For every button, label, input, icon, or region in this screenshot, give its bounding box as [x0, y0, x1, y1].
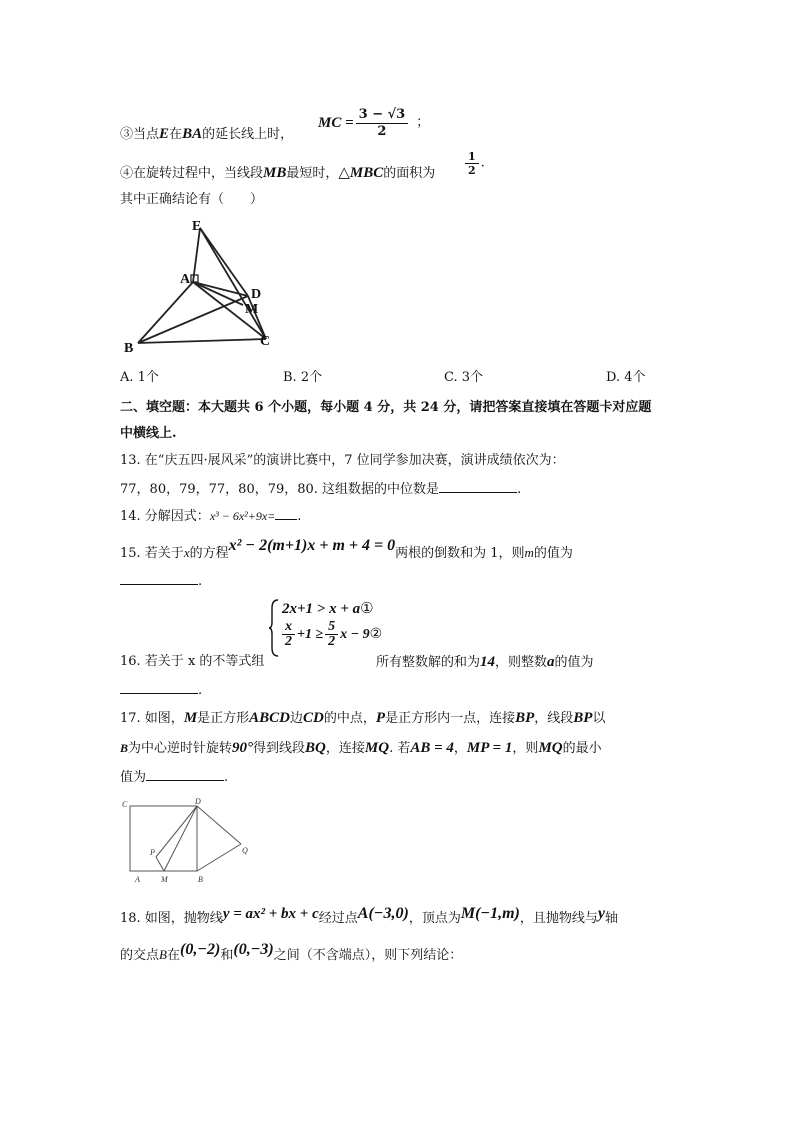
q18-line1: 18. 如图，抛物线y = ax² + bx + c经过点A(−3,0)，顶点为M(−1,m)，且抛物线与y轴: [120, 905, 619, 926]
choice-d[interactable]: D. 4个: [606, 370, 646, 385]
q16-prefix: 16. 若关于 x 的不等式组: [120, 654, 265, 669]
q17-line3: 值为 .: [120, 766, 228, 788]
square-figure: [118, 796, 258, 888]
brace-icon: [268, 598, 280, 658]
segment-qb: [197, 844, 241, 871]
segment-bc: [138, 339, 266, 343]
choice-a[interactable]: A. 1个: [120, 370, 159, 385]
statement-3-formula: MC = $\frac{3 - √3}{2}$ ；: [318, 106, 430, 139]
answer-blank[interactable]: [146, 766, 224, 781]
label-c: C: [122, 800, 128, 809]
inequality-system: 2x+1 > x + a① $\frac{x}{2}$ +1 ≥ $\frac{5}{2}$ x − 9 ②: [268, 598, 408, 658]
segment-dm: [164, 806, 197, 871]
answer-blank[interactable]: [275, 505, 297, 520]
q17-line1: 17. 如图，M是正方形ABCD边CD的中点，P是正方形内一点，连接BP，线段BP以: [120, 710, 606, 726]
label-m: M: [161, 875, 168, 884]
q16-line2: .: [120, 679, 202, 701]
section-heading-line1: 二、填空题：本大题共 6 个小题，每小题 4 分，共 24 分，请把答案直接填在答题卡对应题: [120, 400, 652, 415]
fraction: $\frac{3 - √3}{2}$: [356, 107, 409, 140]
choice-c[interactable]: C. 3个: [444, 370, 484, 385]
choice-b[interactable]: B. 2个: [283, 370, 323, 385]
segment-ba: [138, 282, 193, 343]
segment-ec: [200, 228, 266, 339]
label-p: P: [150, 848, 155, 857]
segment-ea: [193, 228, 200, 282]
statement-3: ③当点E在BA的延长线上时，: [120, 126, 294, 142]
q15-line1: 15. 若关于x的方程x² − 2(m+1)x + m + 4 = 0两根的倒数和为 1，则m的值为: [120, 537, 573, 561]
q13-line2: 77，80，79，77，80，79，80. 这组数据的中位数是 .: [120, 478, 521, 500]
label-m: M: [245, 302, 259, 317]
label-a: A: [135, 875, 140, 884]
triangle-figure: [120, 212, 290, 358]
label-c: C: [260, 334, 271, 349]
q16-line1: 所有整数解的和为14，则整数a的值为: [376, 654, 594, 670]
label-e: E: [192, 219, 202, 234]
q15-line2: .: [120, 570, 202, 592]
label-b: B: [124, 341, 134, 356]
q14: 14. 分解因式：x³ − 6x²+9x= .: [120, 505, 301, 527]
square-abcd: [130, 806, 197, 871]
question-prompt: 其中正确结论有（ ）: [120, 192, 264, 207]
section-heading-line2: 中横线上.: [120, 426, 177, 441]
label-d: D: [195, 797, 201, 806]
statement-4: ④在旋转过程中，当线段MB最短时，△MBC的面积为: [120, 165, 436, 181]
segment-pd: [156, 806, 197, 857]
answer-blank[interactable]: [439, 478, 517, 493]
label-d: D: [251, 287, 262, 302]
segment-dq: [197, 806, 241, 844]
label-b: B: [198, 875, 203, 884]
label-q: Q: [242, 846, 248, 855]
answer-blank[interactable]: [120, 679, 198, 694]
q18-line2: 的交点B在(0,−2)和(0,−3)之间（不含端点），则下列结论：: [120, 941, 463, 963]
q17-line2: B为中心逆时针旋转90°得到线段BQ，连接MQ. 若AB = 4，MP = 1，则MQ的最小: [120, 740, 602, 756]
segment-mp: [156, 857, 164, 871]
label-a: A: [180, 272, 191, 287]
statement-4-fraction: $\frac{1}{2}$ .: [463, 150, 485, 177]
answer-blank[interactable]: [120, 570, 198, 585]
q13-line1: 13. 在“庆五四·展风采”的演讲比赛中，7 位同学参加决赛，演讲成绩依次为：: [120, 453, 565, 468]
segment-bd: [138, 296, 248, 343]
